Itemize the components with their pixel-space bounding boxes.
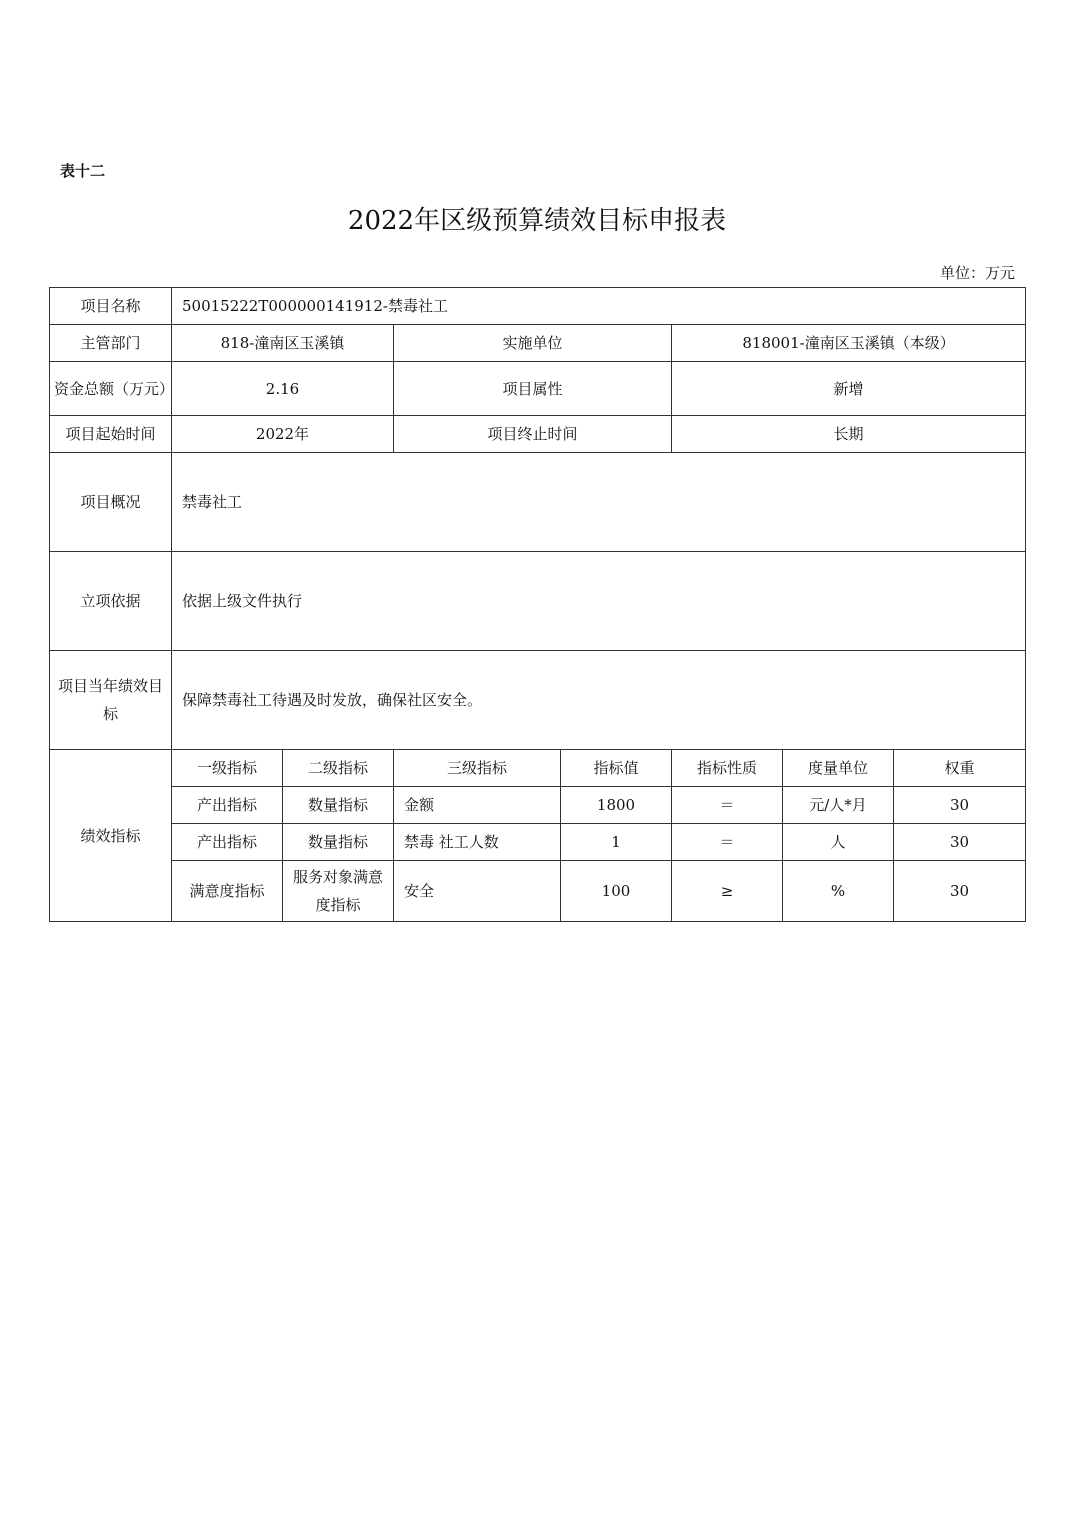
header-level3: 三级指标 bbox=[394, 750, 561, 787]
row1-nature: ＝ bbox=[672, 787, 783, 824]
header-level1: 一级指标 bbox=[172, 750, 283, 787]
end-time-label: 项目终止时间 bbox=[394, 416, 672, 453]
row2-level1: 产出指标 bbox=[172, 824, 283, 861]
row3-level1: 满意度指标 bbox=[172, 861, 283, 922]
row3-unit: % bbox=[783, 861, 894, 922]
row1-level3: 金额 bbox=[394, 787, 561, 824]
row3-level2: 服务对象满意度指标 bbox=[283, 861, 394, 922]
header-nature: 指标性质 bbox=[672, 750, 783, 787]
row3-nature: ≥ bbox=[672, 861, 783, 922]
row1-unit: 元/人*月 bbox=[783, 787, 894, 824]
header-value: 指标值 bbox=[561, 750, 672, 787]
project-attr-label: 项目属性 bbox=[394, 362, 672, 416]
project-name-value: 50015222T000000141912-禁毒社工 bbox=[172, 288, 1026, 325]
end-time-value: 长期 bbox=[672, 416, 1026, 453]
row3-weight: 30 bbox=[894, 861, 1026, 922]
row2-level3: 禁毒 社工人数 bbox=[394, 824, 561, 861]
overview-value: 禁毒社工 bbox=[172, 453, 1026, 552]
table-row bbox=[50, 787, 1026, 824]
row2-nature: ＝ bbox=[672, 824, 783, 861]
dept-value: 818-潼南区玉溪镇 bbox=[172, 325, 394, 362]
impl-unit-label: 实施单位 bbox=[394, 325, 672, 362]
fund-value: 2.16 bbox=[172, 362, 394, 416]
row1-level2: 数量指标 bbox=[283, 787, 394, 824]
page-title: 2022年区级预算绩效目标申报表 bbox=[347, 206, 727, 236]
row2-weight: 30 bbox=[894, 824, 1026, 861]
row2-unit: 人 bbox=[783, 824, 894, 861]
project-attr-value: 新增 bbox=[672, 362, 1026, 416]
impl-unit-value: 818001-潼南区玉溪镇（本级） bbox=[672, 325, 1026, 362]
row3-value: 100 bbox=[561, 861, 672, 922]
row1-value: 1800 bbox=[561, 787, 672, 824]
row2-level2: 数量指标 bbox=[283, 824, 394, 861]
basis-value: 依据上级文件执行 bbox=[172, 552, 1026, 651]
goal-label: 项目当年绩效目标 bbox=[50, 651, 172, 750]
indicators-section-label: 绩效指标 bbox=[50, 750, 172, 922]
project-name-label: 项目名称 bbox=[50, 288, 172, 325]
header-weight: 权重 bbox=[894, 750, 1026, 787]
table-row bbox=[50, 861, 1026, 922]
row1-level1: 产出指标 bbox=[172, 787, 283, 824]
unit-label: 单位：万元 bbox=[939, 264, 1015, 282]
header-level2: 二级指标 bbox=[283, 750, 394, 787]
indicator-header-row bbox=[50, 750, 1026, 787]
table-number-label: 表十二 bbox=[60, 162, 106, 180]
start-time-label: 项目起始时间 bbox=[50, 416, 172, 453]
overview-label: 项目概况 bbox=[50, 453, 172, 552]
budget-performance-table bbox=[49, 287, 1026, 922]
fund-label: 资金总额（万元） bbox=[50, 362, 172, 416]
header-unit: 度量单位 bbox=[783, 750, 894, 787]
dept-label: 主管部门 bbox=[50, 325, 172, 362]
row2-value: 1 bbox=[561, 824, 672, 861]
start-time-value: 2022年 bbox=[172, 416, 394, 453]
row1-weight: 30 bbox=[894, 787, 1026, 824]
row3-level3: 安全 bbox=[394, 861, 561, 922]
goal-value: 保障禁毒社工待遇及时发放，确保社区安全。 bbox=[172, 651, 1026, 750]
basis-label: 立项依据 bbox=[50, 552, 172, 651]
table-row bbox=[50, 824, 1026, 861]
